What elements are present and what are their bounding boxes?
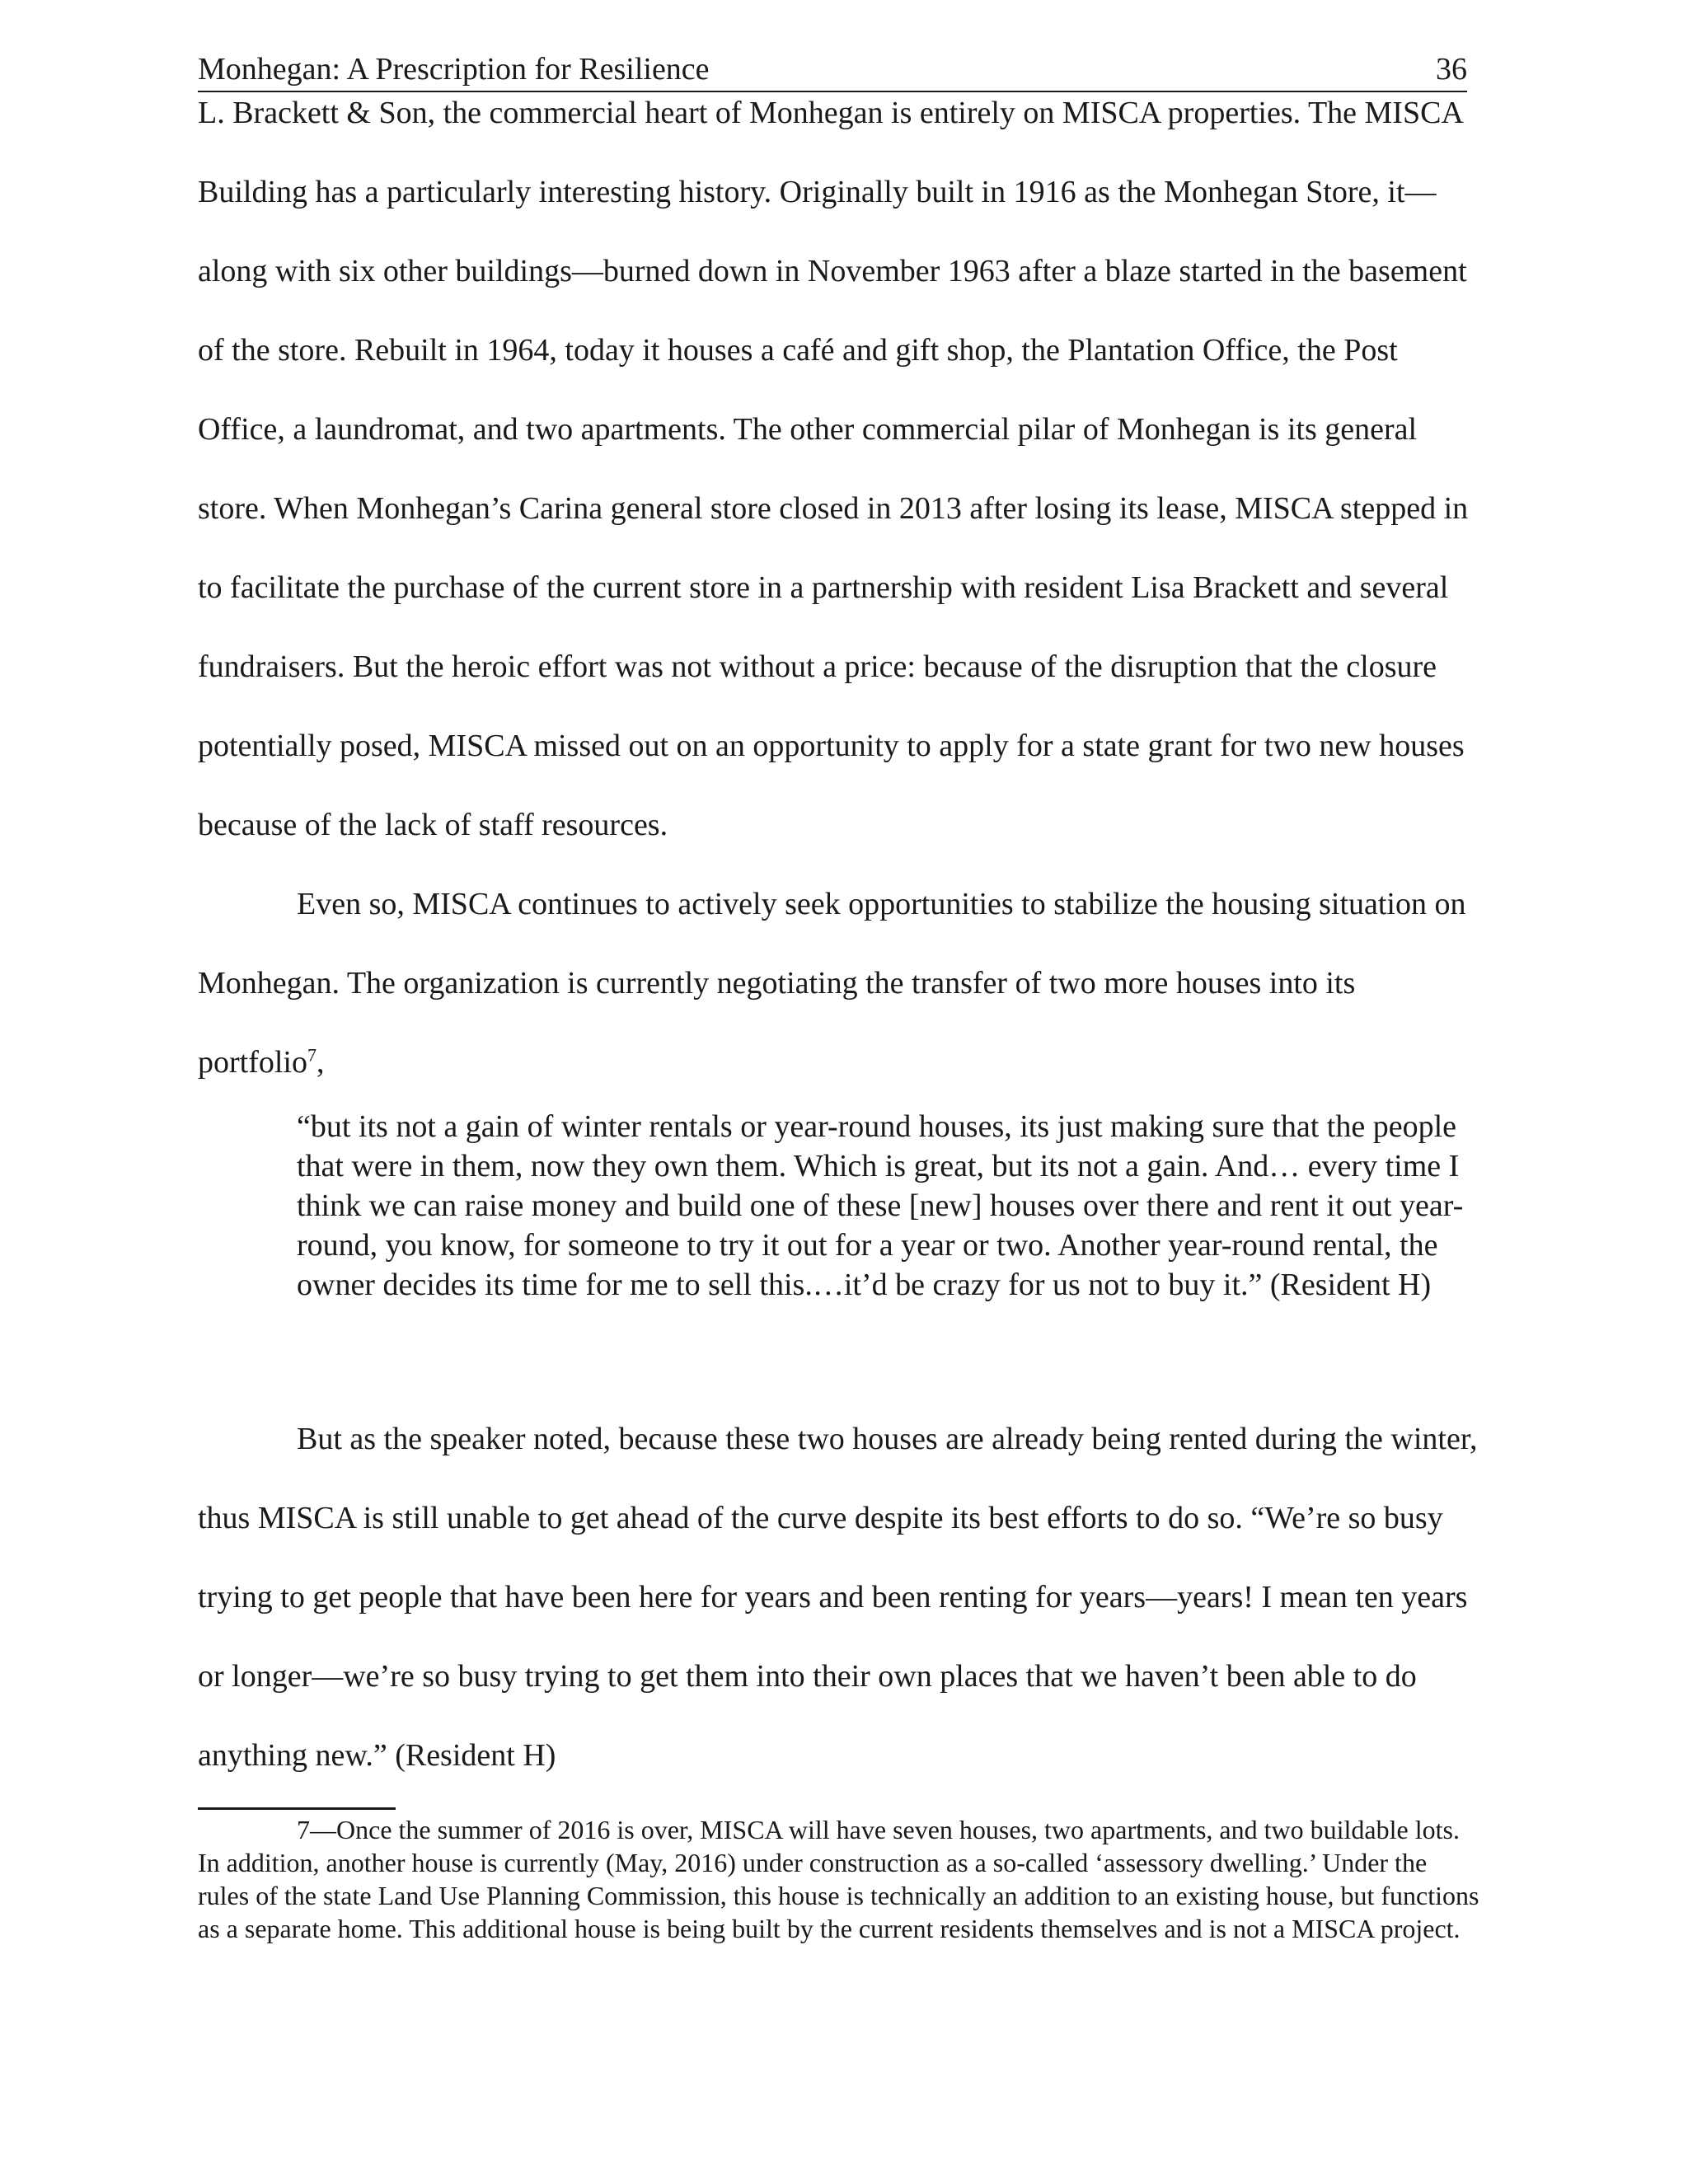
paragraph-housing-tail: , — [316, 1045, 325, 1080]
paragraph-misca-building: L. Brackett & Son, the commercial heart of Monhegan is entirely on MISCA properties. The MISCA Building has a particularly interesting history. Originally built in 1916 as the Monhegan Store, it—along with six other buildings—burned down in November 1963 after a blaze started in the basement of the store. Rebuilt in 1964, today it houses a café and gift shop, the Plantation Office, the Post Office, a laundromat, and two apartments. The other commercial pilar of Monhegan is its general store. When Monhegan’s Carina general store closed in 2013 after losing its lease, MISCA stepped in to facilitate the purchase of the current store in a partnership with resident Lisa Brackett and several fundraisers. But the heroic effort was not without a price: because of the disruption that the closure potentially posed, MISCA missed out on an opportunity to apply for a state grant for two new houses because of the lack of staff resources. — [198, 96, 1469, 842]
paragraph-speaker-noted: But as the speaker noted, because these two houses are already being rented during the winter, thus MISCA is still unable to get ahead of the curve despite its best efforts to do so. “We’re so busy trying to get people that have been here for years and been renting for years—years! I mean ten years or longer—we’re so busy trying to get them into their own places that we haven’t been able to do anything new.” (Resident H) — [198, 1422, 1478, 1773]
paragraph-housing-text: Even so, MISCA continues to actively seek opportunities to stabilize the housing situation on Monhegan. The organization is currently negotiating the transfer of two more houses into its portfolio — [198, 887, 1466, 1080]
block-quote — [297, 1107, 1484, 1305]
footnote-divider — [198, 1807, 396, 1810]
footnote — [198, 1813, 1484, 1945]
footnote-reference: 7 — [307, 1044, 316, 1066]
running-title: Monhegan: A Prescription for Resilience — [198, 52, 710, 87]
block-quote-text: “but its not a gain of winter rentals or year-round houses, its just making sure that the people that were in them, now they own them. Which is great, but its not a gain. And… every time I think we can raise money and build one of these [new] houses over there and rent it out year-round, you know, for someone to try it out for a year or two. Another year-round rental, the owner decides its time for me to sell this.…it’d be crazy for us not to buy it.” (Resident H) — [297, 1109, 1464, 1302]
paragraph-housing-situation — [198, 865, 1484, 1102]
footnote-text: 7—Once the summer of 2016 is over, MISCA will have seven houses, two apartments, and two buildable lots. In addition, another house is currently (May, 2016) under construction as a so-called ‘assessory dwelling.’ Under the rules of the state Land Use Planning Commission, this house is technically an addition to an existing house, but functions as a separate home. This additional house is being built by the current residents themselves and is not a MISCA project. — [198, 1815, 1479, 1943]
page-number: 36 — [1436, 52, 1467, 87]
body-section-2 — [198, 1399, 1484, 1795]
body-section-1 — [198, 73, 1484, 1102]
